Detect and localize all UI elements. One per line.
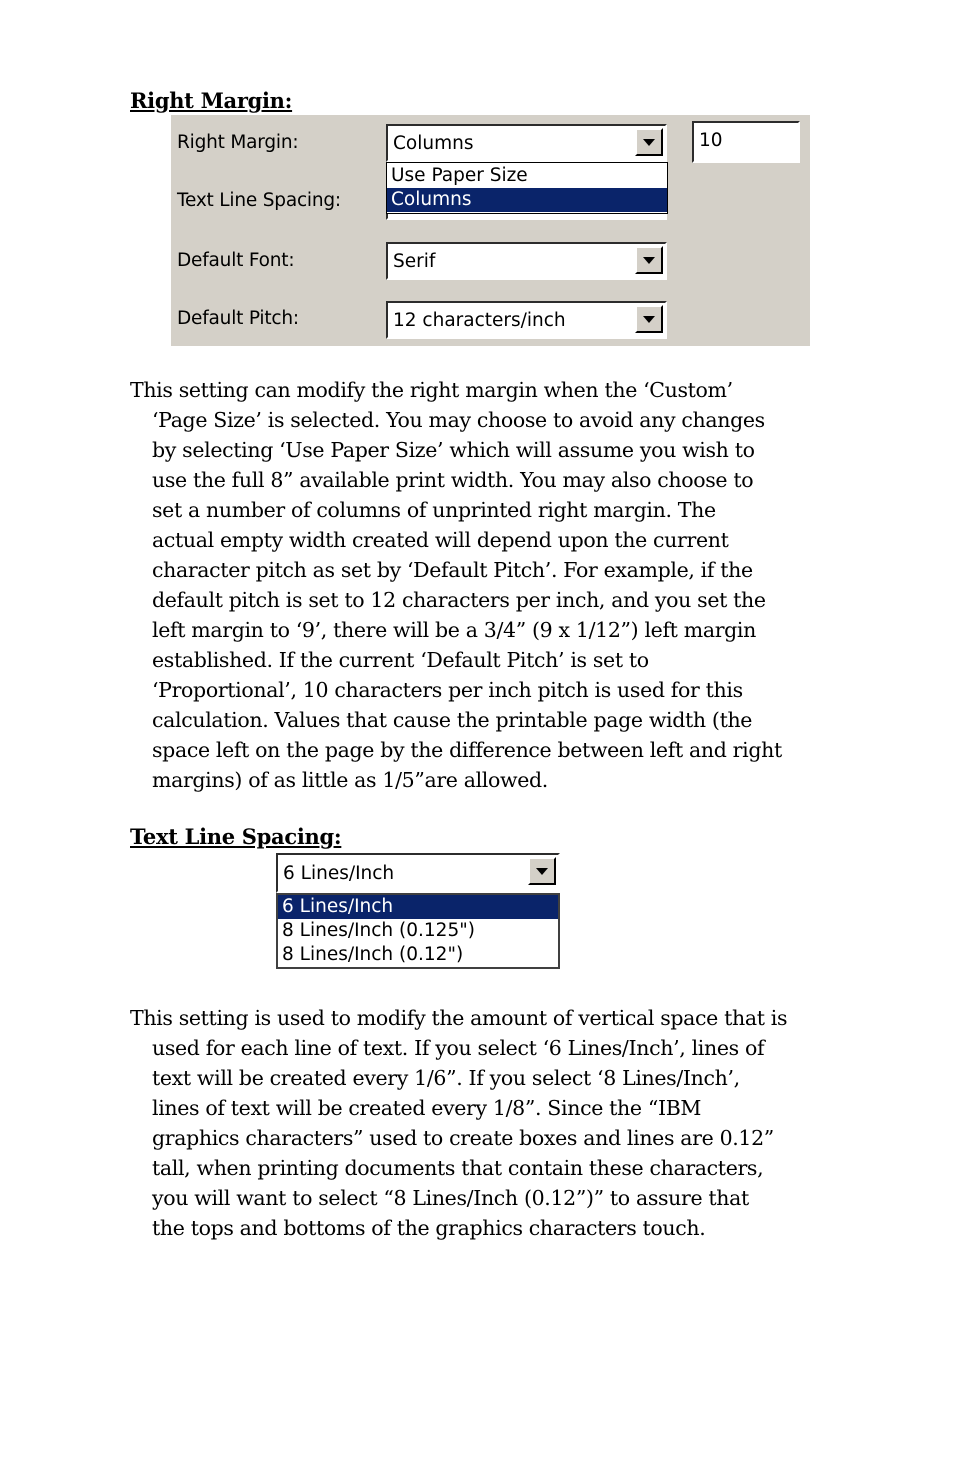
default-font-select-value: Serif [393, 251, 436, 272]
line-spacing-select-value: 6 Lines/Inch [283, 863, 395, 884]
chevron-down-icon [643, 257, 655, 264]
default-pitch-dropdown-button[interactable] [635, 305, 663, 333]
paragraph-line: ‘Page Size’ is selected. You may choose to avoid any changes [152, 408, 765, 432]
right-margin-columns-value: 10 [699, 130, 723, 151]
option-8-lines-inch-0125[interactable]: 8 Lines/Inch (0.125") [282, 920, 475, 941]
paragraph-line: the tops and bottoms of the graphics characters touch. [152, 1216, 706, 1240]
paragraph-line: you will want to select “8 Lines/Inch (0.12”)” to assure that [152, 1186, 749, 1210]
right-margin-description [130, 375, 782, 795]
paragraph-line: use the full 8” available print width. You may also choose to [152, 468, 754, 492]
right-margin-dropdown-button[interactable] [635, 128, 663, 156]
paragraph-line: default pitch is set to 12 characters per inch, and you set the [152, 588, 766, 612]
paragraph-line: actual empty width created will depend upon the current [152, 528, 729, 552]
chevron-down-icon [643, 139, 655, 146]
line-spacing-dropdown-list [276, 893, 560, 969]
section-heading-text-line-spacing: Text Line Spacing: [130, 824, 342, 849]
paragraph-line: left margin to ‘9’, there will be a 3/4” (9 x 1/12”) left margin [152, 618, 756, 642]
default-font-label: Default Font: [177, 250, 295, 271]
paragraph-line: used for each line of text. If you select ‘6 Lines/Inch’, lines of [152, 1036, 765, 1060]
paragraph-line: set a number of columns of unprinted right margin. The [152, 498, 716, 522]
settings-panel [171, 115, 810, 346]
paragraph-line: This setting can modify the right margin when the ‘Custom’ [130, 378, 733, 402]
text-line-spacing-description [130, 1003, 787, 1243]
paragraph-line: space left on the page by the difference between left and right [152, 738, 782, 762]
text-line-spacing-widget [276, 853, 560, 971]
chevron-down-icon [643, 316, 655, 323]
paragraph-line: tall, when printing documents that contain these characters, [152, 1156, 764, 1180]
paragraph-line: ‘Proportional’, 10 characters per inch pitch is used for this [152, 678, 743, 702]
line-spacing-dropdown-button[interactable] [528, 857, 556, 885]
default-font-dropdown-button[interactable] [635, 246, 663, 274]
paragraph-line: by selecting ‘Use Paper Size’ which will assume you wish to [152, 438, 755, 462]
default-pitch-label: Default Pitch: [177, 308, 299, 329]
paragraph-line: calculation. Values that cause the printable page width (the [152, 708, 753, 732]
right-margin-select-value: Columns [393, 133, 474, 154]
right-margin-columns-input[interactable] [692, 121, 800, 163]
option-columns[interactable]: Columns [387, 188, 667, 212]
right-margin-select[interactable] [386, 124, 667, 162]
text-line-spacing-label: Text Line Spacing: [177, 190, 341, 211]
line-spacing-select[interactable] [276, 853, 560, 893]
paragraph-line: This setting is used to modify the amount of vertical space that is [130, 1006, 788, 1030]
paragraph-line: character pitch as set by ‘Default Pitch’. For example, if the [152, 558, 753, 582]
default-font-select[interactable] [386, 242, 667, 280]
paragraph-line: lines of text will be created every 1/8”. Since the “IBM [152, 1096, 702, 1120]
paragraph-line: text will be created every 1/6”. If you select ‘8 Lines/Inch’, [152, 1066, 740, 1090]
default-pitch-select[interactable] [386, 301, 667, 339]
paragraph-line: margins) of as little as 1/5”are allowed. [152, 768, 548, 792]
right-margin-dropdown-list [386, 162, 668, 214]
option-6-lines-inch[interactable]: 6 Lines/Inch [278, 895, 558, 919]
default-pitch-select-value: 12 characters/inch [393, 310, 566, 331]
paragraph-line: graphics characters” used to create boxes and lines are 0.12” [152, 1126, 774, 1150]
right-margin-label: Right Margin: [177, 132, 299, 153]
section-heading-right-margin: Right Margin: [130, 88, 293, 113]
chevron-down-icon [536, 868, 548, 875]
option-use-paper-size[interactable]: Use Paper Size [391, 165, 528, 186]
option-8-lines-inch-012[interactable]: 8 Lines/Inch (0.12") [282, 944, 464, 965]
paragraph-line: established. If the current ‘Default Pitch’ is set to [152, 648, 649, 672]
